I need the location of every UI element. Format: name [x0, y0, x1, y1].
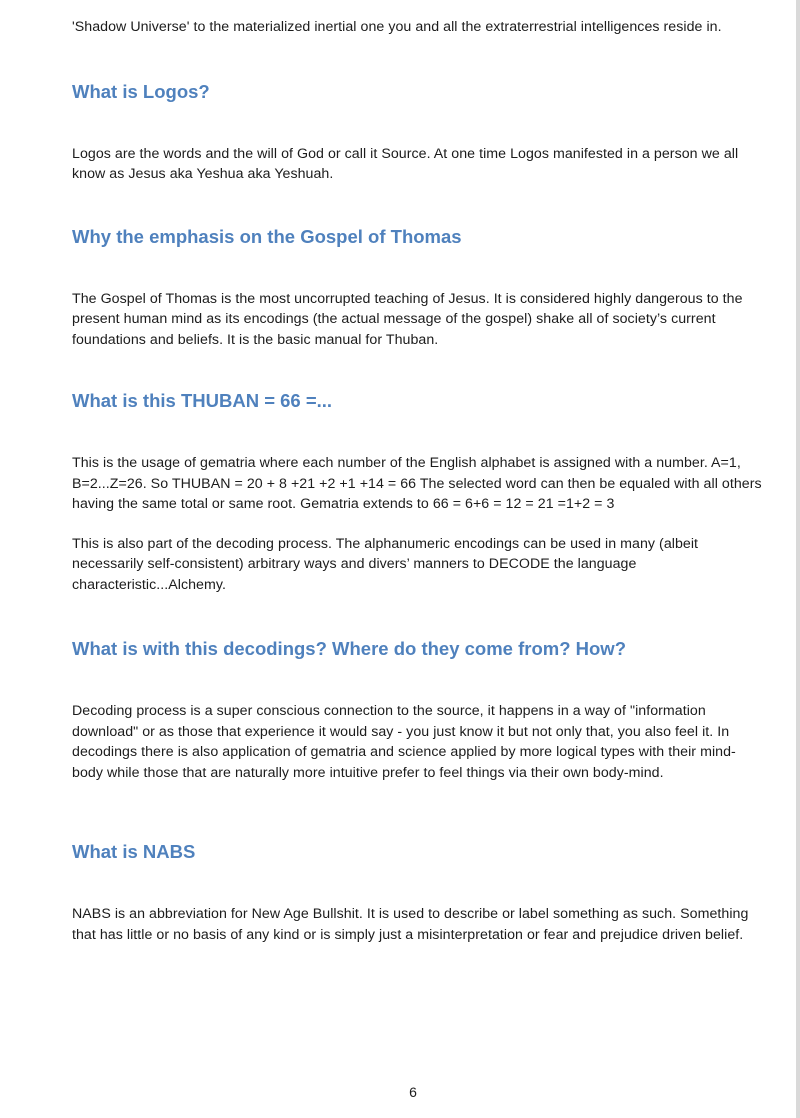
heading-thuban: What is this THUBAN = 66 =... [72, 390, 333, 411]
document-body [72, 17, 762, 945]
paragraph-nabs: NABS is an abbreviation for New Age Bullshit. It is used to describe or label something as such. Something that has little or no basis of any kind or is simply just a misinterpretation or fear and prejudice driven belief. [72, 906, 749, 943]
paragraph-decodings: Decoding process is a super conscious connection to the source, it happens in a way of "information download" or as those that experience it would say - you just know it but not only that, you also feel it. In decodings there is also application of gematria and science applied by more logical types with their mind-body while those that are naturally more intuitive prefer to feel things via their own body-mind. [72, 703, 736, 781]
paragraph-gematria: This is the usage of gematria where each number of the English alphabet is assigned with a number. A=1, B=2...Z=26. So THUBAN = 20 + 8 +21 +2 +1 +14 = 66 The selected word can then be equaled with all others having the same total or same root. Gematria extends to 66 = 6+6 = 12 = 21 =1+2 = 3 [72, 455, 762, 512]
paragraph-decoding-process: This is also part of the decoding process. The alphanumeric encodings can be used in many (albeit necessarily self-consistent) arbitrary ways and divers’ manners to DECODE the language characteristic...Alchemy. [72, 535, 699, 593]
paragraph-gospel-of-thomas: The Gospel of Thomas is the most uncorrupted teaching of Jesus. It is considered highly dangerous to the present human mind as its encodings (the actual message of the gospel) shake all of society’s current foundations and beliefs. It is the basic manual for Thuban. [72, 290, 743, 348]
heading-nabs: What is NABS [72, 841, 196, 862]
heading-decodings: What is with this decodings? Where do they come from? How? [72, 638, 626, 659]
heading-what-is-logos: What is Logos? [72, 80, 210, 102]
heading-gospel-of-thomas: Why the emphasis on the Gospel of Thomas [72, 225, 462, 247]
page-number: 6 [409, 1084, 417, 1100]
page-edge [796, 0, 800, 1118]
paragraph-logos: Logos are the words and the will of God or call it Source. At one time Logos manifested in a person we all know as Jesus aka Yeshua aka Yeshuah. [72, 145, 739, 182]
intro-paragraph: 'Shadow Universe' to the materialized inertial one you and all the extraterrestrial intelligences reside in. [72, 19, 722, 35]
